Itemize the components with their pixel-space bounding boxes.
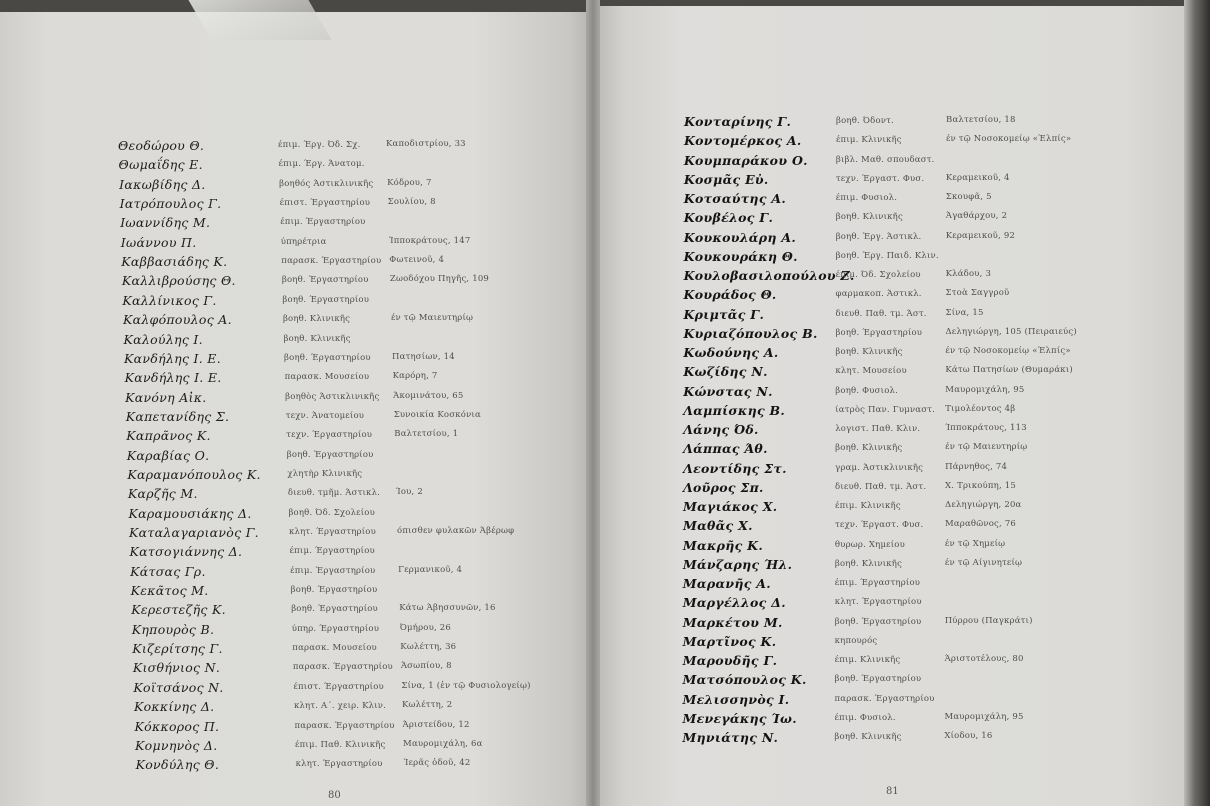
entry-role: παρασκ. Μουσείου <box>292 643 377 654</box>
entry-role: βοηθ. Κλινικῆς <box>835 212 903 223</box>
entry-role: ύπηρέτρια <box>280 236 327 247</box>
entry-name: Κουκουράκη Θ. <box>683 248 798 264</box>
entry-name: Κουβέλος Γ. <box>683 210 774 226</box>
right-page-number: 81 <box>886 786 899 797</box>
entry-name: Κερεστεζῆς Κ. <box>131 602 226 618</box>
entry-role: τεχν. Έργαστ. Φυσ. <box>835 173 925 184</box>
entry-role: βιβλ. Μαθ. σπουδαστ. <box>835 154 935 165</box>
entry-address: έν τῷ Μαιευτηρίῳ <box>390 313 474 324</box>
entry-name: Κουλοβασιλοπούλου Ζ. <box>683 268 855 283</box>
entry-role: γραμ. Άστικλινικῆς <box>835 462 924 473</box>
entry-role: έπιμ. Φυσιολ. <box>835 193 898 203</box>
entry-address: Στοὰ Σαγγροῦ <box>945 288 1010 299</box>
entry-name: Κιζερίτσης Γ. <box>132 641 223 657</box>
entry-role: βοηθὸς Άστικλινικῆς <box>285 391 380 402</box>
entry-address: Σκουφᾶ, 5 <box>945 192 992 202</box>
book-cover-edge <box>1184 0 1210 806</box>
entry-address: Όμήρου, 26 <box>399 622 451 633</box>
entry-name: Καρζῆς Μ. <box>127 486 198 502</box>
entry-address: έν τῷ Χημείῳ <box>944 538 1006 549</box>
entry-address: Κόδρου, 7 <box>387 177 432 188</box>
entry-name: Μαγιάκος Χ. <box>683 499 778 514</box>
entry-address: όπισθεν φυλακῶν Άβέρωφ <box>397 526 515 536</box>
entry-address: Τιμολέοντος 4β <box>945 403 1016 414</box>
entry-address: Καποδιστρίου, 33 <box>386 139 466 149</box>
entry-name: Κηπουρὸς Β. <box>131 621 215 637</box>
entry-address: Μαραθῶνος, 76 <box>944 519 1017 530</box>
entry-role: έπιμ. Παθ. Κλινικῆς <box>295 739 386 750</box>
entry-role: βοηθός Άστικλινικῆς <box>279 178 374 189</box>
entry-name: Κοκκίνης Δ. <box>133 699 215 715</box>
entry-address: Κωλέττη, 2 <box>401 700 453 711</box>
entry-address: Μαυρομιχάλη, 95 <box>944 711 1024 722</box>
entry-name: Καπετανίδης Σ. <box>125 408 230 424</box>
entry-name: Καραμουσιάκης Δ. <box>128 505 252 521</box>
entry-name: Κομνηνὸς Δ. <box>135 737 218 753</box>
entry-name: Κριμτᾶς Γ. <box>683 306 765 322</box>
entry-name: Λάππας Άθ. <box>683 441 768 457</box>
entry-name: Λάνης Όδ. <box>683 422 759 437</box>
entry-name: Κουράδος Θ. <box>683 287 777 303</box>
entry-role: έπιμ. Φυσιολ. <box>834 712 896 723</box>
entry-address: έν τῷ Μαιευτηρίῳ <box>945 442 1028 453</box>
entry-address: Κάτω Άβησσυνῶν, 16 <box>399 603 496 614</box>
entry-name: Ιατρόπουλος Γ. <box>119 196 222 212</box>
entry-name: Μαθᾶς Χ. <box>682 518 753 534</box>
entry-name: Κανόνη Αἰκ. <box>125 389 207 405</box>
entry-address: Βαλτετσίου, 1 <box>394 429 459 440</box>
entry-address: Σουλίου, 8 <box>387 197 436 208</box>
entry-address: Ίου, 2 <box>395 487 423 498</box>
entry-address: Καρόρη, 7 <box>392 371 438 382</box>
entry-role: έπιμ. Έργαστηρίου <box>834 578 921 588</box>
entry-role: ύπηρ. Έργαστηρίου <box>291 623 380 634</box>
entry-name: Κονδύλης Θ. <box>135 757 220 773</box>
entry-address: Ζωοδόχου Πηγῆς, 109 <box>389 274 490 285</box>
entry-address: Κωλέττη, 36 <box>400 642 457 653</box>
entry-name: Καλφόπουλος Α. <box>122 312 232 328</box>
entry-role: διευθ. τμῆμ. Άστικλ. <box>287 488 381 499</box>
entry-name: Κοντομέρκος Α. <box>683 133 802 149</box>
right-page <box>594 6 1184 806</box>
entry-name: Μάνζαρης Ήλ. <box>682 556 793 572</box>
entry-role: βοηθ. Κλινικῆς <box>282 314 351 325</box>
entry-role: έπιμ. Έργαστηρίου <box>289 546 375 557</box>
entry-role: έπιμ. Έργ. Όδ. Σχ. <box>278 140 361 150</box>
entry-address: Δεληγιώργη, 20α <box>945 500 1022 510</box>
entry-name: Κοσμᾶς Εὐ. <box>683 171 769 187</box>
entry-role: λογιστ. Παθ. Κλιν. <box>835 424 921 434</box>
entry-role: χλητὴρ Κλινικῆς <box>287 468 363 479</box>
entry-address: Ίπποκράτους, 147 <box>388 235 471 246</box>
entry-role: βοηθ. Έργαστηρίου <box>290 585 378 596</box>
entry-name: Κεκᾶτος Μ. <box>130 583 209 599</box>
entry-name: Κανδήλης Ι. Ε. <box>124 370 222 386</box>
entry-address: Χ. Τρικούπη, 15 <box>945 480 1016 491</box>
entry-role: βοηθ. Έργαστηρίου <box>835 327 923 338</box>
entry-name: Κάτσας Γρ. <box>130 563 206 579</box>
entry-role: παρασκ. Μουσείου <box>284 372 370 383</box>
entry-role: βοηθ. Κλινικῆς <box>835 443 903 454</box>
entry-role: έπιμ. Έργαστηρίου <box>280 217 366 228</box>
entry-address: Πατησίων, 14 <box>392 351 455 362</box>
entry-name: Μαρανῆς Α. <box>682 576 771 591</box>
entry-name: Λαμπίσκης Β. <box>683 402 786 418</box>
entry-role: θυρωρ. Χημείου <box>834 539 905 550</box>
entry-role: έπιμ. Κλινικῆς <box>835 135 902 146</box>
entry-role: έπιστ. Έργαστηρίου <box>293 681 384 692</box>
entry-name: Κουκουλάρη Α. <box>683 229 797 245</box>
entry-role: βοηθ. Έργαστηρίου <box>291 604 378 615</box>
entry-role: διευθ. Παθ. τμ. Άστ. <box>835 308 927 319</box>
entry-role: βοηθ. Έργαστηρίου <box>834 674 922 685</box>
entry-address: Άκομινάτου, 65 <box>393 390 464 401</box>
entry-role: βοηθ. Έργ. Άστικλ. <box>835 231 922 242</box>
bookmark-ribbon <box>188 0 331 40</box>
entry-role: βοηθ. Έργαστηρίου <box>282 294 370 305</box>
entry-name: Καλούλης Ι. <box>123 331 203 347</box>
entry-address: Κλάδου, 3 <box>945 269 992 279</box>
entry-address: Σίνα, 1 (ἐν τῷ Φυσιολογείῳ) <box>401 680 531 691</box>
entry-name: Μακρῆς Κ. <box>682 537 763 553</box>
entry-name: Ιακωβίδης Δ. <box>119 176 206 192</box>
entry-name: Καλλίνικος Γ. <box>122 292 217 308</box>
entry-address: έν τῷ Νοσοκομείῳ «Έλπίς» <box>945 346 1071 356</box>
entry-name: Κατσογιάννης Δ. <box>129 544 243 560</box>
entry-name: Μαρκέτου Μ. <box>682 614 783 630</box>
entry-role: παρασκ. Έργαστηρίου <box>292 662 393 673</box>
entry-role: βοηθ. Κλινικῆς <box>834 558 903 569</box>
entry-address: Βαλτετσίου, 18 <box>946 115 1016 125</box>
entry-address: Χίοδου, 16 <box>944 731 993 741</box>
entry-address: Μαυρομιχάλη, 95 <box>945 384 1025 395</box>
entry-role: βοηθ. Έργαστηρίου <box>284 352 371 363</box>
entry-address: Άριστοτέλους, 80 <box>944 654 1024 664</box>
entry-address: έν τῷ Νοσοκομείῳ «Έλπίς» <box>945 134 1072 145</box>
entry-address: Κεραμεικοῦ, 4 <box>945 172 1010 183</box>
entry-name: Καββασιάδης Κ. <box>121 254 228 270</box>
entry-address: Άριστείδου, 12 <box>402 719 470 730</box>
entry-role: κλητ. Έργαστηρίου <box>834 597 922 608</box>
entry-role: κλητ. Έργαστηρίου <box>289 527 376 537</box>
entry-role: έπιμ. Έργαστηρίου <box>290 565 376 576</box>
entry-address: Ίερᾶς ὁδοῦ, 42 <box>403 758 471 769</box>
entry-name: Κοτσαύτης Α. <box>683 191 787 206</box>
entry-address: Ίπποκράτους, 113 <box>945 423 1027 433</box>
entry-role: φαρμακοπ. Άστικλ. <box>835 289 922 300</box>
entry-name: Καραμανόπουλος Κ. <box>127 466 261 482</box>
entry-name: Λοῦρος Σπ. <box>683 479 764 495</box>
entry-name: Κόκκορος Π. <box>134 718 220 734</box>
entry-address: Πύρρου (Παγκράτι) <box>944 615 1033 626</box>
entry-name: Θεοδώρου Θ. <box>118 138 205 153</box>
entry-role: ίατρὸς Παν. Γυμναστ. <box>835 404 936 415</box>
entry-role: κλητ. Μουσείου <box>835 366 907 377</box>
left-page-number: 80 <box>328 790 341 801</box>
entry-name: Καπρᾶνος Κ. <box>126 428 211 444</box>
entry-role: κλητ. Έργαστηρίου <box>295 759 383 770</box>
entry-name: Θωμαΐδης Ε. <box>118 157 203 173</box>
entry-role: παρασκ. Έργαστηρίου <box>281 256 382 267</box>
entry-name: Μαρουδῆς Γ. <box>682 653 778 668</box>
entry-name: Κωζίδης Ν. <box>683 364 768 380</box>
entry-address: Συνοικία Κοσκόνια <box>393 409 481 420</box>
entry-role: βοηθ. Φυσιολ. <box>835 385 899 396</box>
entry-name: Κισθήνιος Ν. <box>132 660 221 676</box>
entry-role: έπιμ. Κλινικῆς <box>834 655 901 665</box>
entry-address: Άσωπίου, 8 <box>400 661 452 672</box>
entry-role: τεχν. Έργαστ. Φυσ. <box>834 520 924 531</box>
entry-address: Άγαθάρχου, 2 <box>945 211 1008 222</box>
entry-address: Κάτω Πατησίων (Θυμαράκι) <box>945 365 1073 376</box>
entry-role: βοηθ. Έργ. Παιδ. Κλιν. <box>835 250 939 261</box>
entry-name: Μηνιάτης Ν. <box>682 730 779 745</box>
entry-role: έπιμ. Έργ. Άνατομ. <box>278 159 365 170</box>
entry-name: Μενεγάκης Ίω. <box>682 710 797 726</box>
entry-role: κηπουρός <box>834 635 878 646</box>
entry-name: Μαργέλλος Δ. <box>682 595 786 611</box>
entry-name: Κώνστας Ν. <box>683 383 773 399</box>
entry-role: βοηθ. Κλινικῆς <box>834 732 902 742</box>
entry-name: Ιωάννου Π. <box>120 234 197 250</box>
entry-role: βοηθ. Έργαστηρίου <box>834 616 922 627</box>
entry-role: βοηθ. Έργαστηρίου <box>281 275 369 286</box>
entry-role: παρασκ. Έργαστηρίου <box>294 720 395 731</box>
entry-role: βοηθ. Όδ. Σχολείου <box>288 507 375 518</box>
entry-name: Ματσόπουλος Κ. <box>682 672 807 688</box>
entry-name: Κυριαζόπουλος Β. <box>683 325 818 341</box>
entry-address: Πάρνηθος, 74 <box>945 461 1008 472</box>
entry-address: έν τῷ Αίγινητείῳ <box>944 557 1023 568</box>
entry-address: Μαυρομιχάλη, 6α <box>403 738 483 749</box>
entry-role: έπιμ. Κλινικῆς <box>835 501 901 511</box>
left-page <box>0 12 592 806</box>
entry-name: Μαρτῖνος Κ. <box>682 633 777 649</box>
entry-name: Καλλιβρούσης Θ. <box>121 273 236 289</box>
entry-address: Φωτεινοῦ, 4 <box>389 255 445 266</box>
entry-role: βοηθ. Κλινικῆς <box>283 333 351 344</box>
entry-role: έπιμ. Όδ. Σχολείου <box>835 270 921 280</box>
entry-role: τεχν. Έργαστηρίου <box>286 430 373 441</box>
entry-name: Μελισσηνὸς Ι. <box>682 691 790 707</box>
entry-name: Κωδούνης Α. <box>683 345 779 360</box>
entry-name: Κουμπαράκου Ο. <box>683 152 808 168</box>
entry-role: παρασκ. Έργαστηρίου <box>834 693 935 704</box>
entry-name: Καταλαγαριανὸς Γ. <box>129 525 259 540</box>
entry-address: Κεραμεικοῦ, 92 <box>945 230 1016 241</box>
entry-name: Καραβίας Ο. <box>126 447 210 463</box>
entry-role: κλητ. Α΄. χειρ. Κλιν. <box>293 701 387 712</box>
entry-role: διευθ. Παθ. τμ. Άστ. <box>835 481 927 492</box>
entry-address: Δεληγιώργη, 105 (Πειραιεύς) <box>945 326 1077 337</box>
entry-address: Γερμανικοῦ, 4 <box>398 564 463 575</box>
entry-role: βοηθ. Όδοντ. <box>836 116 894 126</box>
entry-role: βοηθ. Έργαστηρίου <box>286 449 374 460</box>
book-gutter <box>586 0 600 806</box>
entry-address: Σίνα, 15 <box>945 307 984 318</box>
entry-role: τεχν. Άνατομείου <box>285 410 365 421</box>
entry-role: βοηθ. Κλινικῆς <box>835 347 903 357</box>
entry-role: έπιστ. Έργαστηρίου <box>279 198 371 209</box>
entry-name: Κοϊτσάνος Ν. <box>133 679 224 695</box>
entry-name: Κανδήλης Ι. Ε. <box>124 350 222 366</box>
entry-name: Ιωαννίδης Μ. <box>120 215 211 231</box>
entry-name: Λεοντίδης Στ. <box>683 460 787 476</box>
entry-name: Κονταρίνης Γ. <box>684 114 792 129</box>
